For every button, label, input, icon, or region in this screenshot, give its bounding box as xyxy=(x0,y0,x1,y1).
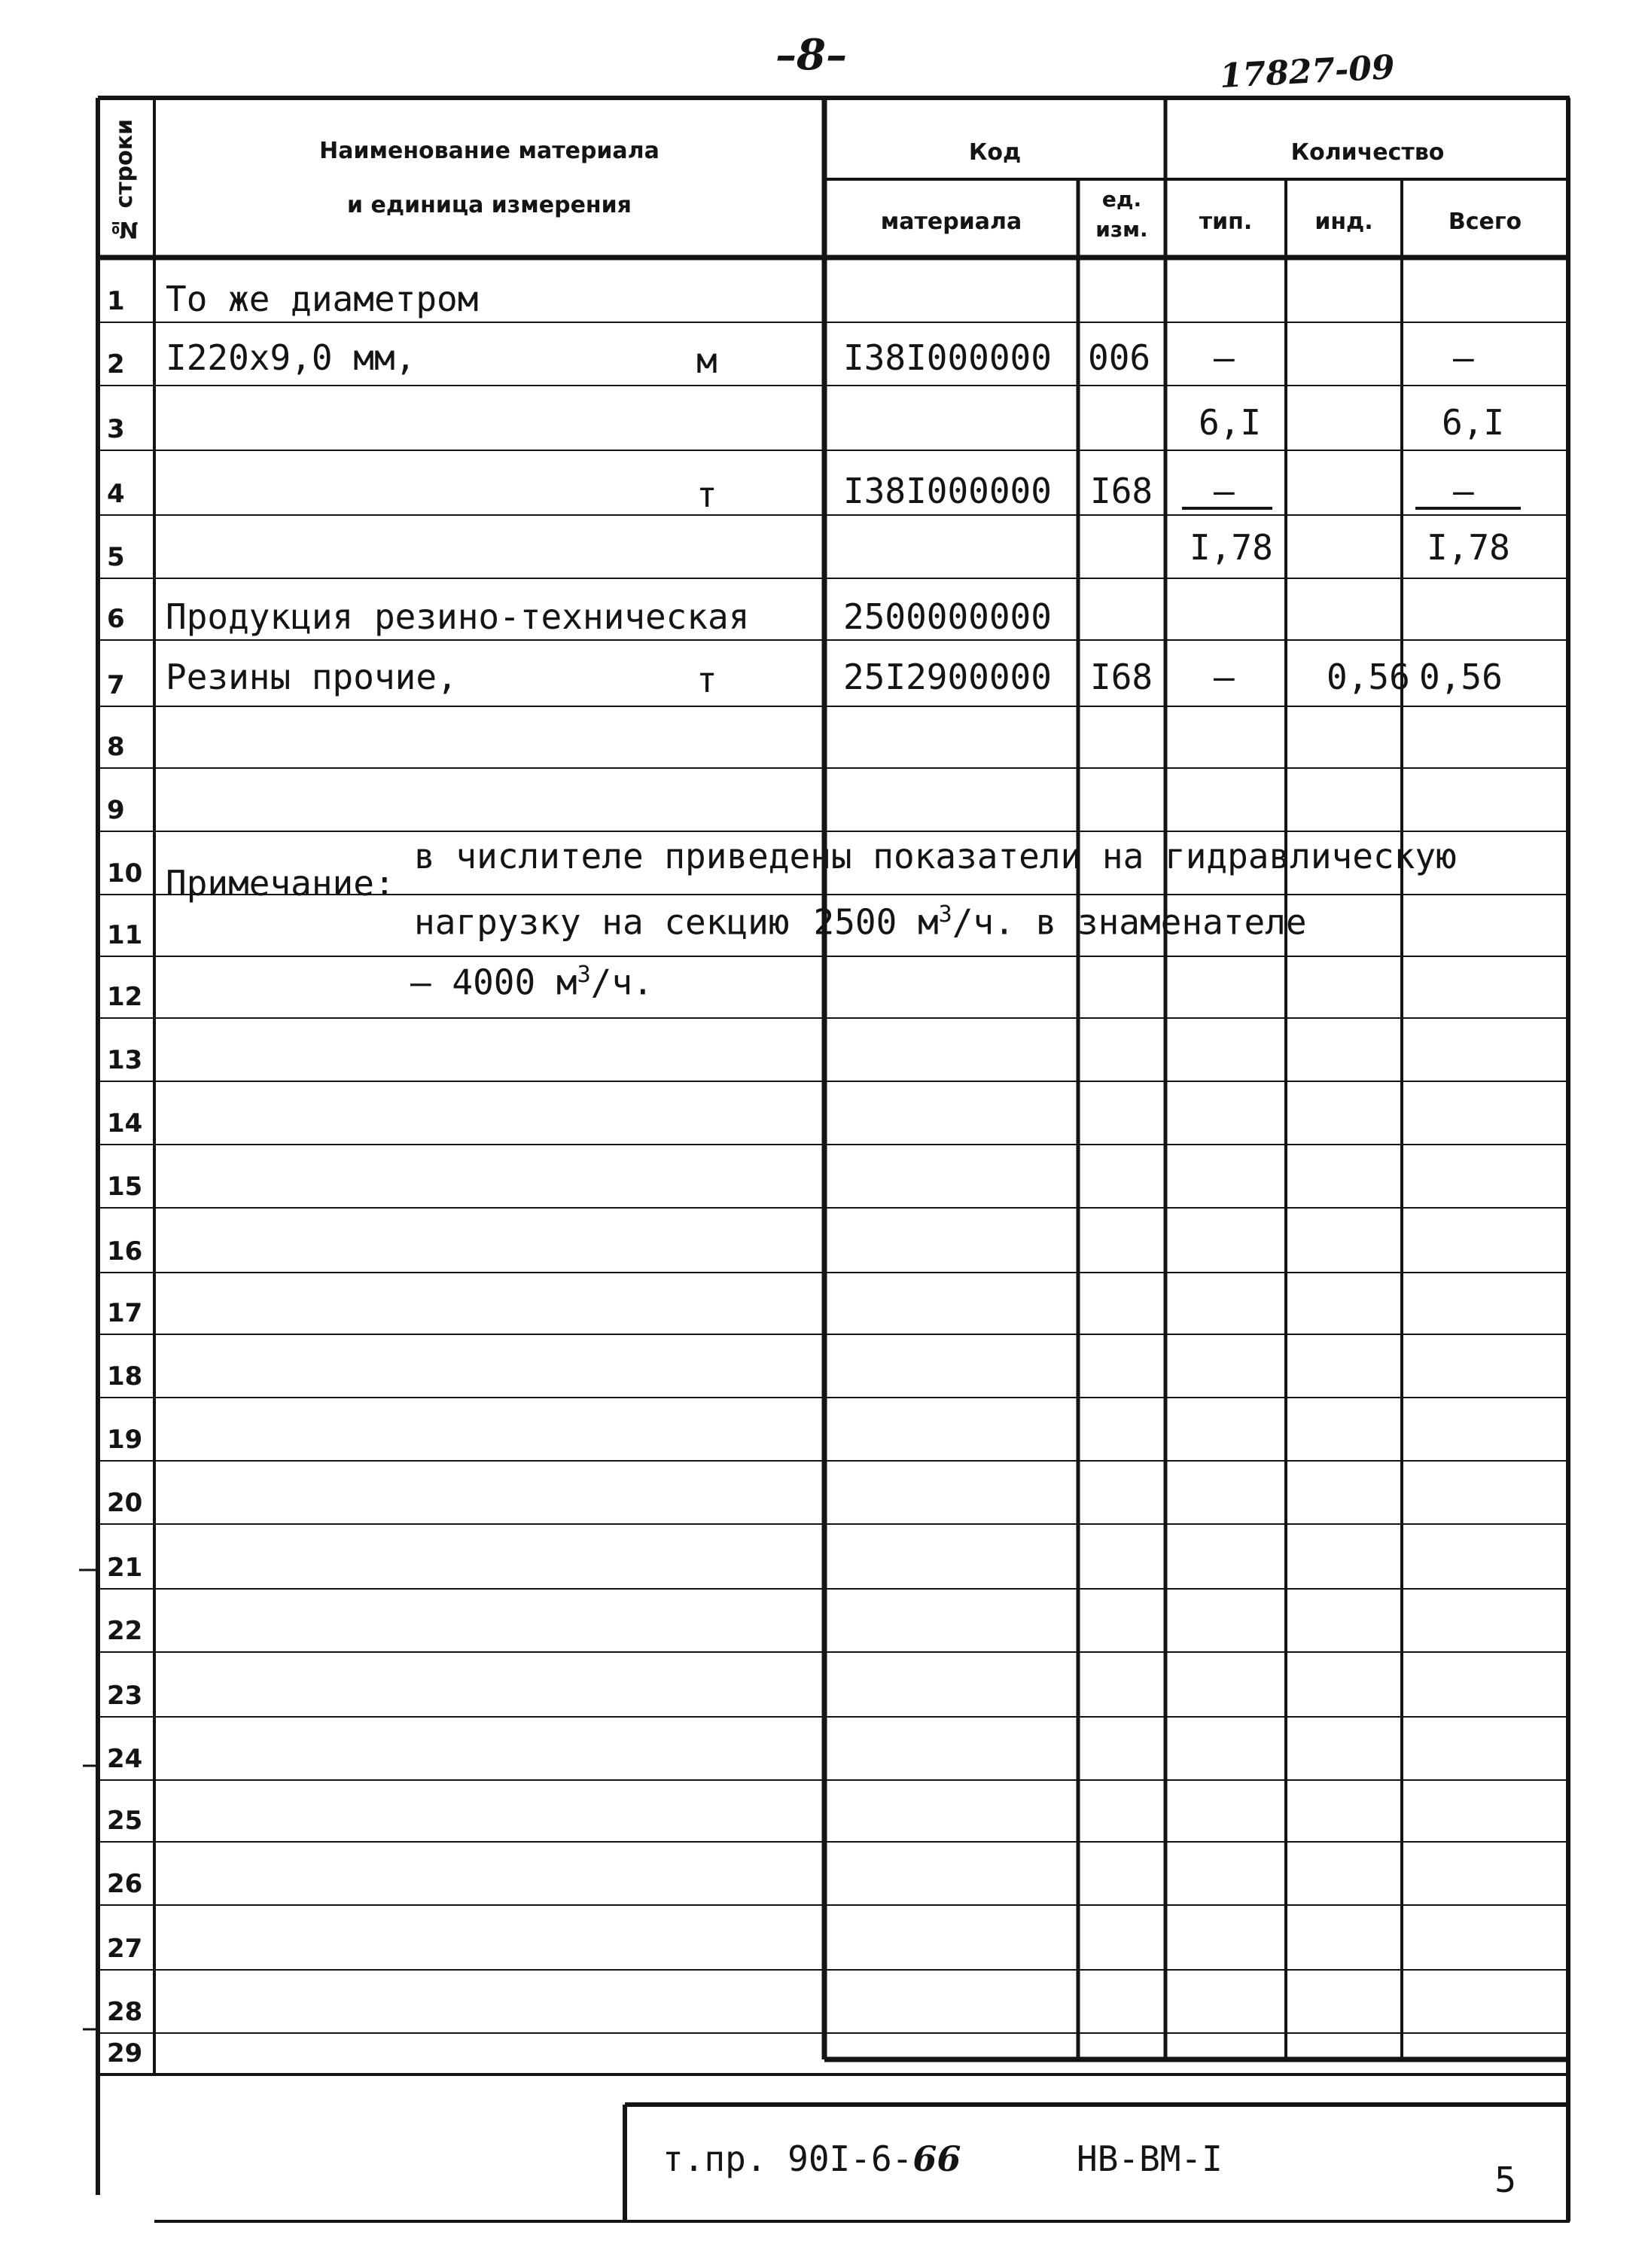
row-number: 3 xyxy=(107,414,125,444)
stamp-sheet-number: 5 xyxy=(1494,2160,1517,2200)
r7-total: 0,56 xyxy=(1419,657,1503,697)
r5-total: I,78 xyxy=(1427,527,1510,568)
r7-name: Резины прочие, xyxy=(166,657,458,697)
header-quantity: Количество xyxy=(1290,139,1445,166)
r7-code: 25I2900000 xyxy=(843,657,1052,697)
stamp-project-label: т.пр. 90I-6- xyxy=(663,2138,913,2179)
header-qty-ind: инд. xyxy=(1314,209,1373,235)
note-label: Примечание: xyxy=(166,863,395,904)
header-name-line1: Наименование материала xyxy=(319,138,660,164)
row-number: 23 xyxy=(107,1681,143,1711)
row-number: 10 xyxy=(107,858,143,889)
header-code-material: материала xyxy=(880,209,1022,235)
header-code: Код xyxy=(968,139,1022,166)
row-number: 17 xyxy=(107,1298,143,1328)
note-line3-a: – 4000 м xyxy=(410,962,577,1003)
r2-unit-label: м xyxy=(696,340,717,381)
row-number: 13 xyxy=(107,1045,143,1075)
row-number: 2 xyxy=(107,349,125,380)
row-number: 5 xyxy=(107,542,125,572)
header-qty-typ: тип. xyxy=(1199,209,1253,235)
row-number: 26 xyxy=(107,1869,143,1899)
row-number: 20 xyxy=(107,1488,143,1518)
r3-typ: 6,I xyxy=(1199,402,1262,443)
r7-unit-code: I68 xyxy=(1090,657,1153,697)
note-line2-b: 2500 м xyxy=(813,901,939,943)
r4-typ: – xyxy=(1214,471,1235,511)
r7-typ: – xyxy=(1214,657,1235,697)
r1-name: То же диаметром xyxy=(166,279,479,319)
row-number: 8 xyxy=(107,732,125,762)
note-line2-a: нагрузку на секцию xyxy=(414,901,790,943)
r7-ind: 0,56 xyxy=(1327,657,1410,697)
note-line2 xyxy=(414,901,1307,942)
r4-unit-code: I68 xyxy=(1090,471,1153,511)
row-number: 25 xyxy=(107,1806,143,1836)
r7-unit-label: т xyxy=(696,660,717,700)
r4-unit-label: т xyxy=(696,474,717,515)
row-number: 4 xyxy=(107,479,125,509)
r2-unit-code: 006 xyxy=(1088,337,1151,378)
row-number: 15 xyxy=(107,1172,143,1202)
header-code-unit: ед. изм. xyxy=(1095,187,1148,242)
r2-code: I38I000000 xyxy=(843,337,1052,378)
r3-total: 6,I xyxy=(1442,402,1505,443)
row-number: 6 xyxy=(107,604,125,634)
row-number: 29 xyxy=(107,2038,143,2068)
r2-typ: – xyxy=(1214,337,1235,378)
archive-number: 17827-09 xyxy=(1218,47,1396,96)
r6-name: Продукция резино-техническая xyxy=(166,596,750,637)
stamp-project-num: 66 xyxy=(912,2138,961,2179)
r4-code: I38I000000 xyxy=(843,471,1052,511)
note-line3-sup: 3 xyxy=(577,962,591,988)
r4-total: – xyxy=(1453,471,1474,511)
r2-name: I220x9,0 мм, xyxy=(166,337,416,378)
row-number: 27 xyxy=(107,1934,143,1964)
note-line2-sup: 3 xyxy=(938,901,952,928)
row-number: 16 xyxy=(107,1236,143,1267)
note-line2-c: /ч. в знаменателе xyxy=(952,901,1307,943)
row-number: 9 xyxy=(107,795,125,825)
page-number-top: –8– xyxy=(775,30,847,80)
row-number: 14 xyxy=(107,1108,143,1139)
stamp-project xyxy=(663,2138,961,2179)
row-number: 18 xyxy=(107,1361,143,1392)
row-number: 12 xyxy=(107,982,143,1012)
row-number: 21 xyxy=(107,1553,143,1583)
row-number: 22 xyxy=(107,1616,143,1646)
row-number: 28 xyxy=(107,1997,143,2027)
note-line3-b: /ч. xyxy=(590,962,653,1003)
row-number: 7 xyxy=(107,670,125,700)
row-number: 24 xyxy=(107,1744,143,1774)
header-name-line2: и единица измерения xyxy=(347,192,632,218)
note-line3 xyxy=(410,962,653,1002)
row-number: 1 xyxy=(107,286,125,316)
row-number: 19 xyxy=(107,1425,143,1455)
r6-code: 2500000000 xyxy=(843,596,1052,637)
header-row-number: № строки xyxy=(111,118,138,243)
note-line1: в числителе приведены показатели на гидравлическую xyxy=(414,836,1457,876)
stamp-sheet-code: НВ-ВМ-I xyxy=(1077,2138,1223,2179)
header-qty-total: Всего xyxy=(1448,209,1522,235)
r5-typ: I,78 xyxy=(1190,527,1273,568)
r2-total: – xyxy=(1453,337,1474,378)
row-number: 11 xyxy=(107,920,143,950)
